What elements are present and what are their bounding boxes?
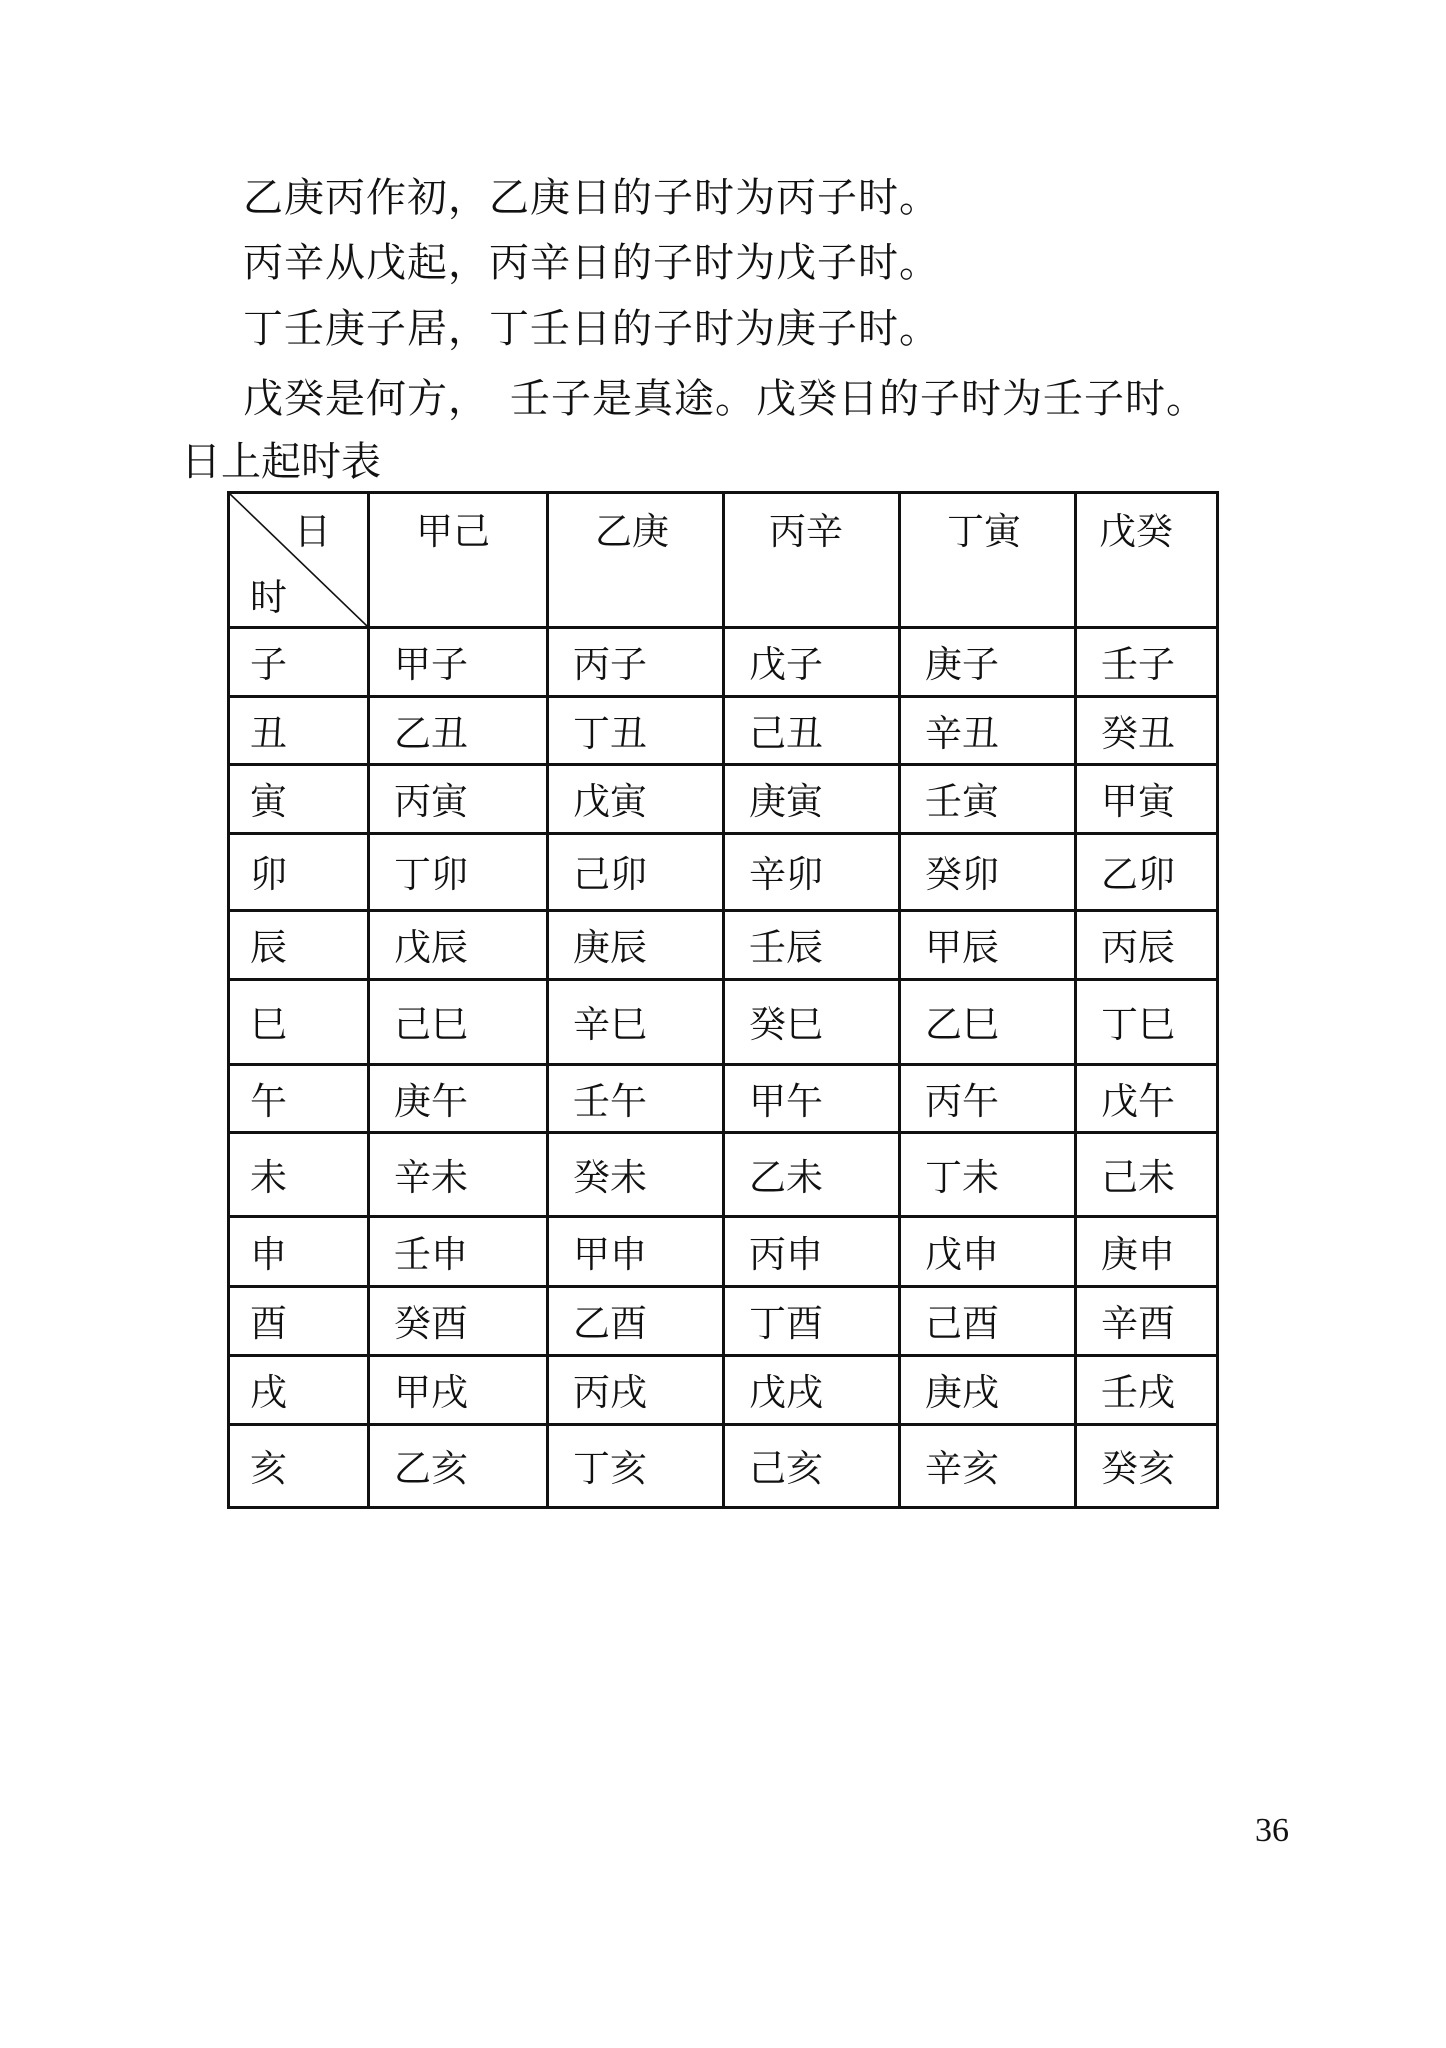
verse-line-3: 丁壬庚子居，丁壬日的子时为庚子时。 [243, 306, 940, 352]
hour-stem-table [227, 491, 1219, 1509]
row-header: 未 [229, 1133, 369, 1217]
column-header: 丙辛 [724, 493, 900, 628]
table-row [229, 1356, 1218, 1425]
table-cell: 丁酉 [724, 1287, 900, 1356]
table-cell: 庚戌 [900, 1356, 1076, 1425]
table-cell: 癸卯 [900, 834, 1076, 911]
table-title: 日上起时表 [181, 439, 381, 485]
table-cell: 甲辰 [900, 911, 1076, 980]
table-header-row [229, 493, 1218, 628]
table-cell: 戊午 [1076, 1065, 1218, 1133]
table-cell: 丙寅 [369, 765, 548, 834]
table-cell: 乙亥 [369, 1425, 548, 1508]
table-cell: 辛亥 [900, 1425, 1076, 1508]
table-cell: 己卯 [548, 834, 724, 911]
table-row [229, 911, 1218, 980]
table-cell: 丁未 [900, 1133, 1076, 1217]
table-cell: 壬子 [1076, 628, 1218, 697]
table-cell: 丁巳 [1076, 980, 1218, 1065]
column-header: 甲己 [369, 493, 548, 628]
row-header: 酉 [229, 1287, 369, 1356]
table-cell: 己丑 [724, 697, 900, 765]
table-row [229, 1425, 1218, 1508]
row-header: 卯 [229, 834, 369, 911]
row-header: 巳 [229, 980, 369, 1065]
table-cell: 壬戌 [1076, 1356, 1218, 1425]
table-cell: 乙丑 [369, 697, 548, 765]
table-cell: 丁亥 [548, 1425, 724, 1508]
table-cell: 辛未 [369, 1133, 548, 1217]
table-cell: 癸巳 [724, 980, 900, 1065]
table-row [229, 628, 1218, 697]
table-cell: 丙子 [548, 628, 724, 697]
row-header: 午 [229, 1065, 369, 1133]
table-row [229, 697, 1218, 765]
table-cell: 丁丑 [548, 697, 724, 765]
table-row [229, 1065, 1218, 1133]
table-cell: 辛酉 [1076, 1287, 1218, 1356]
table-cell: 己巳 [369, 980, 548, 1065]
row-header: 丑 [229, 697, 369, 765]
verse-line-1: 乙庚丙作初，乙庚日的子时为丙子时。 [243, 175, 940, 221]
table-cell: 乙卯 [1076, 834, 1218, 911]
row-header: 申 [229, 1217, 369, 1287]
table-cell: 辛丑 [900, 697, 1076, 765]
table-cell: 丙申 [724, 1217, 900, 1287]
table-cell: 甲申 [548, 1217, 724, 1287]
table-cell: 戊寅 [548, 765, 724, 834]
verse-line-2: 丙辛从戊起，丙辛日的子时为戊子时。 [243, 240, 940, 286]
table-cell: 甲午 [724, 1065, 900, 1133]
table-cell: 乙未 [724, 1133, 900, 1217]
table-cell: 壬午 [548, 1065, 724, 1133]
table-cell: 庚子 [900, 628, 1076, 697]
table-cell: 辛巳 [548, 980, 724, 1065]
table-cell: 辛卯 [724, 834, 900, 911]
table-cell: 己酉 [900, 1287, 1076, 1356]
table-cell: 乙酉 [548, 1287, 724, 1356]
table-cell: 壬寅 [900, 765, 1076, 834]
table-row [229, 1287, 1218, 1356]
column-header: 乙庚 [548, 493, 724, 628]
row-header: 亥 [229, 1425, 369, 1508]
table-row [229, 765, 1218, 834]
table-cell: 甲子 [369, 628, 548, 697]
table-cell: 丙辰 [1076, 911, 1218, 980]
table-row [229, 1133, 1218, 1217]
corner-header-cell [229, 493, 369, 628]
table-cell: 癸亥 [1076, 1425, 1218, 1508]
verse-line-4: 戊癸是何方， 壬子是真途。戊癸日的子时为壬子时。 [243, 376, 1207, 422]
table-cell: 己未 [1076, 1133, 1218, 1217]
table-cell: 癸酉 [369, 1287, 548, 1356]
row-header: 辰 [229, 911, 369, 980]
table-cell: 庚辰 [548, 911, 724, 980]
table-cell: 丙午 [900, 1065, 1076, 1133]
column-header: 丁寅 [900, 493, 1076, 628]
table-row [229, 1217, 1218, 1287]
table-cell: 戊辰 [369, 911, 548, 980]
row-header: 戌 [229, 1356, 369, 1425]
table-cell: 丙戌 [548, 1356, 724, 1425]
table-cell: 戊戌 [724, 1356, 900, 1425]
table-cell: 戊子 [724, 628, 900, 697]
corner-hour-label: 时 [250, 576, 287, 619]
page-number: 36 [1255, 1812, 1289, 1849]
table-cell: 庚申 [1076, 1217, 1218, 1287]
table-cell: 壬申 [369, 1217, 548, 1287]
column-header: 戊癸 [1076, 493, 1218, 628]
table-cell: 乙巳 [900, 980, 1076, 1065]
table-cell: 庚午 [369, 1065, 548, 1133]
table-cell: 甲寅 [1076, 765, 1218, 834]
row-header: 子 [229, 628, 369, 697]
table-row [229, 980, 1218, 1065]
table-cell: 癸丑 [1076, 697, 1218, 765]
row-header: 寅 [229, 765, 369, 834]
table-cell: 壬辰 [724, 911, 900, 980]
table-cell: 戊申 [900, 1217, 1076, 1287]
table-cell: 丁卯 [369, 834, 548, 911]
corner-day-label: 日 [294, 510, 331, 553]
table-cell: 己亥 [724, 1425, 900, 1508]
table-cell: 庚寅 [724, 765, 900, 834]
table-cell: 甲戌 [369, 1356, 548, 1425]
table-cell: 癸未 [548, 1133, 724, 1217]
table-row [229, 834, 1218, 911]
